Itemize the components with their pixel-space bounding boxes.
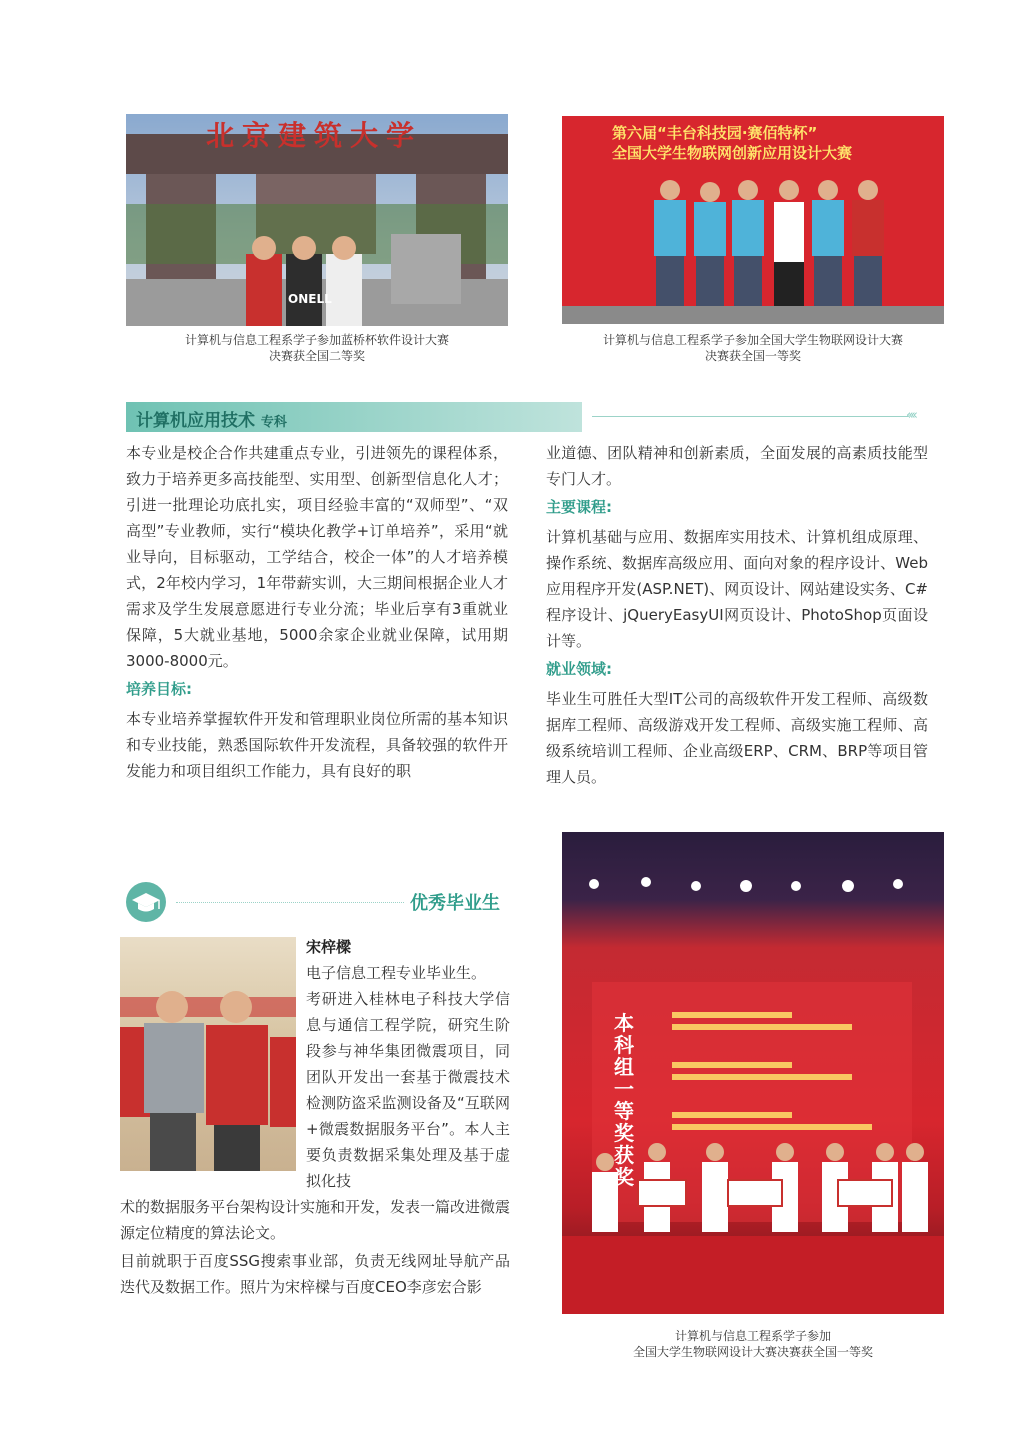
goal-paragraph: 本专业培养掌握软件开发和管理职业岗位所需的基本知识和专业技能，熟悉国际软件开发流程，具备较强的软件开发能力和项目组织工作能力，具有良好的职 [126,710,508,780]
courses-heading: 主要课程: [546,498,612,516]
section-divider-line [592,416,908,417]
section-title [136,406,287,431]
graduate-bio-current: 目前就职于百度SSG搜索事业部，负责无线网址导航产品迭代及数据工作。照片为宋梓樑与百度CEO李彦宏合影 [120,1252,510,1296]
graduate-heading: 优秀毕业生 [410,893,500,914]
photo-graduate-with-ceo [120,937,296,1171]
graduate-name: 宋梓樑 [306,938,352,956]
section-title-tag: 专科 [260,415,287,430]
goal-paragraph-continued: 业道德、团队精神和创新素质，全面发展的高素质技能型专门人才。 [546,444,928,488]
graduate-bio-wrap: 考研进入桂林电子科技大学信息与通信工程学院，研究生阶段参与神华集团微震项目，同团队开发出一套基于微震技术检测防盗采监测设备及“互联网+微震数据服务平台”。本人主要负责数据采集处理及基于虚拟化技 [306,990,510,1190]
graduate-bio-line1: 电子信息工程专业毕业生。 [306,964,487,982]
banner-line-1: 第六届“丰台科技园·赛佰特杯” [612,124,818,142]
graduate-divider-line [176,902,404,903]
jobs-paragraph: 毕业生可胜任大型IT公司的高级软件开发工程师、高级数据库工程师、高级游戏开发工程师、高级实施工程师、高级系统培训工程师、企业高级ERP、CRM、BRP等项目管理人员。 [546,690,928,786]
gate-sign: 北京建筑大学 [206,119,423,152]
graduate-bio-full: 术的数据服务平台架构设计实施和开发，发表一篇改进微震源定位精度的算法论文。 [120,1198,511,1242]
caption-line: 计算机与信息工程系学子参加全国大学生物联网设计大赛 [602,333,903,347]
section-title-text: 计算机应用技术 [136,411,255,431]
caption-line: 决赛获全国一等奖 [704,349,801,363]
courses-paragraph: 计算机基础与应用、数据库实用技术、计算机组成原理、操作系统、数据库高级应用、面向对象的程序设计、Web应用程序开发(ASP.NET)、网页设计、网站建设实务、C#程序设计、jQueryEasyUI网页设计、PhotoShop页面设计等。 [546,528,928,650]
caption-line: 计算机与信息工程系学子参加 [674,1329,831,1343]
left-column [126,440,508,784]
caption-top-right [562,332,944,364]
caption-line: 决赛获全国二等奖 [268,349,365,363]
caption-bottom-right [562,1328,944,1360]
team-illustration [562,116,944,324]
photo-award-stage [562,832,944,1314]
chevrons-icon: ‹‹‹‹ [906,408,915,423]
graduation-cap-icon [126,882,166,922]
caption-top-left [126,332,508,364]
graduate-illustration [120,937,296,1171]
banner-line-2: 全国大学生物联网创新应用设计大赛 [612,144,853,162]
jobs-heading: 就业领域: [546,660,612,678]
photo-iot-contest [562,116,944,324]
section-header-bar [126,402,582,432]
shirt-text: ONELL [288,292,332,306]
intro-paragraph: 本专业是校企合作共建重点专业，引进领先的课程体系，致力于培养更多高技能型、实用型、创新型信息化人才；引进一批理论功底扎实，项目经验丰富的“双师型”、“双高型”专业教师，实行“模块化教学+订单培养”，采用“就业导向，目标驱动，工学结合，校企一体”的人才培养模式，2年校内学习，1年带薪实训，大三期间根据企业人才需求及学生发展意愿进行专业分流；毕业后享有3重就业保障，5大就业基地，5000余家企业就业保障，试用期3000-8000元。 [126,444,508,670]
photo-university-gate [126,114,508,326]
goal-heading: 培养目标: [126,680,192,698]
stage-vertical-text: 本科组一等奖获奖 [614,1011,634,1189]
right-column [546,440,928,790]
caption-line: 全国大学生物联网设计大赛决赛获全国一等奖 [632,1345,873,1359]
caption-line: 计算机与信息工程系学子参加蓝桥杯软件设计大赛 [184,333,449,347]
